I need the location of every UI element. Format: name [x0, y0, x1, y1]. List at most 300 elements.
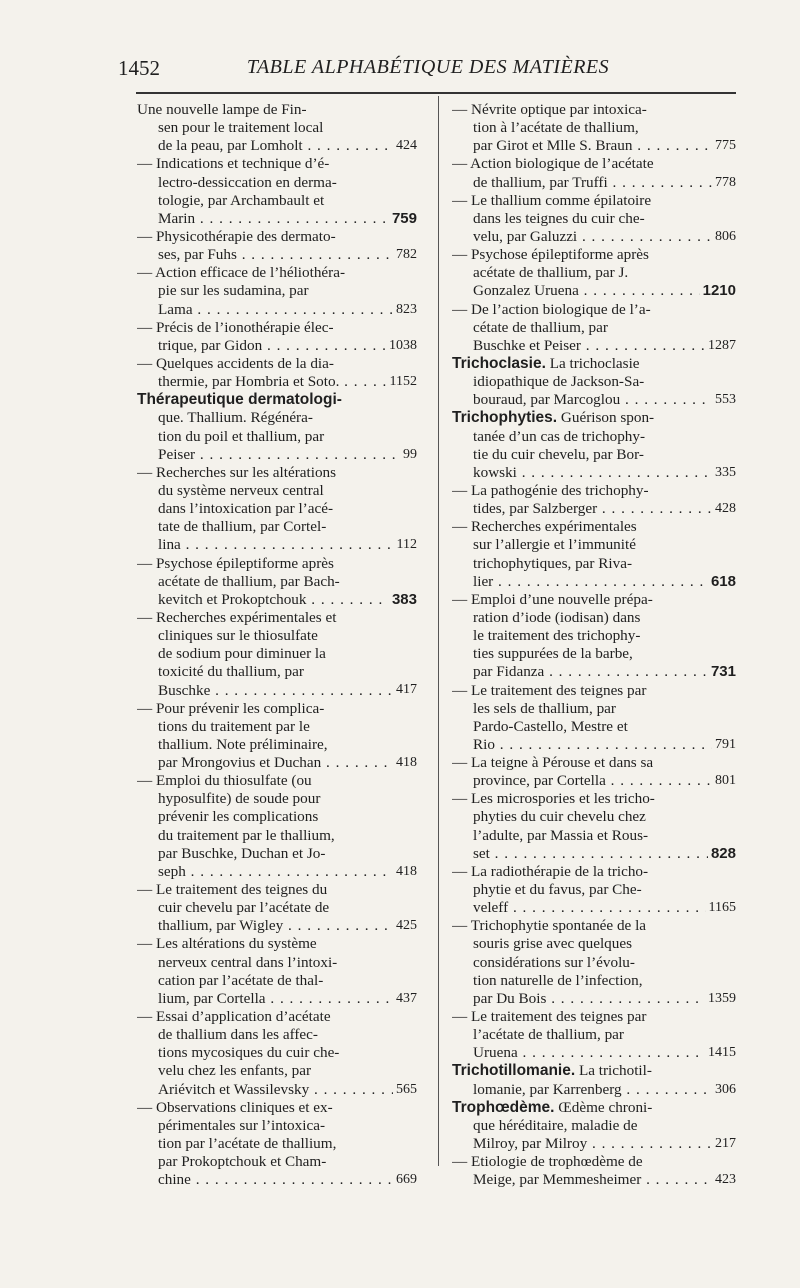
entry-line	[137, 663, 417, 681]
entry-line	[137, 1153, 417, 1171]
entry-line	[452, 210, 736, 228]
entry-line	[452, 518, 736, 536]
entry-line	[452, 682, 736, 700]
index-entry	[137, 101, 417, 155]
entry-text: idiopathique de Jackson-Sa-	[473, 373, 645, 391]
index-entry	[452, 917, 736, 1008]
entry-line	[137, 1044, 417, 1062]
page-reference: 418	[393, 863, 417, 881]
entry-line	[452, 355, 736, 373]
entry-line	[137, 700, 417, 718]
entry-line	[452, 1153, 736, 1171]
entry-text: tate de thallium, par Cortel-	[158, 518, 327, 536]
entry-text: velu chez les enfants, par	[158, 1062, 312, 1080]
page-reference: 565	[393, 1081, 417, 1099]
entry-text: sen pour le traitement local	[158, 119, 324, 137]
index-entry	[137, 264, 417, 318]
index-entry	[452, 863, 736, 917]
page-reference: 424	[393, 137, 417, 155]
entry-text: — Physicothérapie des dermato-	[137, 227, 336, 245]
entry-line	[452, 627, 736, 645]
page-number: 1452	[118, 56, 160, 80]
entry-heading-line: Thérapeutique dermatologi-	[137, 391, 342, 409]
entry-text: chine . . .	[158, 1171, 417, 1188]
entry-text: set . . .	[473, 845, 736, 862]
entry-line	[137, 1135, 417, 1153]
entry-text: Buschke et Peiser . . .	[473, 337, 736, 354]
entry-line	[452, 663, 736, 681]
entry-line	[137, 373, 417, 391]
entry-line	[137, 772, 417, 790]
entry-line	[137, 210, 417, 228]
entry-heading-line: Trichophyties. Guérison spon-	[452, 409, 655, 427]
entry-text: velu, par Galuzzi . . .	[473, 228, 736, 245]
entry-text: nerveux central dans l’intoxi-	[158, 953, 338, 971]
entry-line	[137, 101, 417, 119]
entry-text: — Névrite optique par intoxica-	[452, 101, 647, 118]
entry-text: lium, par Cortella . . .	[158, 990, 417, 1007]
index-entry	[452, 1099, 736, 1153]
entry-text: Meige, par Memmesheimer . . .	[473, 1171, 736, 1188]
entry-line	[452, 119, 736, 137]
page-reference: 1359	[705, 990, 736, 1008]
entry-line	[452, 881, 736, 899]
page-reference: 806	[712, 228, 736, 246]
entry-line	[137, 591, 417, 609]
entry-line	[137, 409, 417, 427]
entry-line	[452, 301, 736, 319]
entry-text: lina . . .	[158, 536, 417, 553]
page-reference: 425	[393, 917, 417, 935]
entry-text: — Les microspories et les tricho-	[452, 790, 655, 808]
entry-line	[137, 155, 417, 173]
entry-line	[452, 446, 736, 464]
entry-text: de sodium pour diminuer la	[158, 645, 326, 663]
page-reference: 437	[393, 990, 417, 1008]
index-entry	[452, 790, 736, 863]
index-entry	[137, 155, 417, 228]
page-reference: 418	[393, 754, 417, 772]
entry-text: hyposulfite) de soude pour	[158, 790, 321, 808]
entry-line	[452, 1171, 736, 1189]
entry-text: par Fidanza . . .	[473, 663, 736, 680]
entry-line	[452, 827, 736, 845]
index-entry	[137, 609, 417, 700]
entry-line	[137, 990, 417, 1008]
index-entry	[452, 1008, 736, 1062]
entry-text: bouraud, par Marcoglou . . .	[473, 391, 736, 408]
page-reference: 335	[712, 464, 736, 482]
entry-line	[452, 337, 736, 355]
index-entry	[452, 246, 736, 300]
entry-text: par Girot et Mlle S. Braun . . .	[473, 137, 736, 154]
index-entry	[137, 391, 417, 464]
entry-line	[137, 319, 417, 337]
page-reference: 775	[712, 137, 736, 155]
entry-line	[452, 192, 736, 210]
entry-line	[137, 1081, 417, 1099]
entry-line	[452, 972, 736, 990]
entry-text: — Psychose épileptiforme après	[452, 246, 649, 264]
entry-text: Lama . . .	[158, 301, 417, 318]
entry-text: Ariévitch et Wassilevsky . . .	[158, 1081, 417, 1098]
entry-text: Milroy, par Milroy . . .	[473, 1135, 736, 1152]
entry-text: tides, par Salzberger . . .	[473, 500, 736, 517]
entry-text: Gonzalez Uruena . . .	[473, 282, 736, 299]
entry-heading-line: Trophœdème. Œdème chroni-	[452, 1098, 653, 1116]
entry-line	[452, 428, 736, 446]
entry-text: dans l’intoxication par l’acé-	[158, 500, 334, 518]
entry-text: cliniques sur le thiosulfate	[158, 627, 318, 645]
entry-line	[137, 446, 417, 464]
entry-text: — Pour prévenir les complica-	[137, 699, 325, 717]
index-entry	[452, 754, 736, 790]
entry-text: thermie, par Hombria et Soto. . . .	[158, 373, 417, 390]
entry-text: — Trichophytie spontanée de la	[452, 917, 647, 935]
entry-text: kowski . . .	[473, 464, 736, 481]
entry-line	[452, 1044, 736, 1062]
index-entry	[452, 101, 736, 155]
entry-line	[137, 1099, 417, 1117]
entry-text: — De l’action biologique de l’a-	[452, 300, 651, 318]
page-reference: 428	[712, 500, 736, 518]
entry-text: acétate de thallium, par J.	[473, 264, 629, 282]
entry-line	[452, 464, 736, 482]
index-entry	[452, 301, 736, 355]
entry-line	[137, 355, 417, 373]
entry-line	[452, 319, 736, 337]
entry-text: du système nerveux central	[158, 481, 324, 499]
entry-text: province, par Cortella . . .	[473, 772, 736, 789]
entry-line	[452, 174, 736, 192]
entry-text: lectro-dessiccation en derma-	[158, 173, 337, 191]
entry-text: par Mrongovius et Duchan . . .	[158, 754, 417, 771]
entry-text: — Etiologie de trophœdème de	[452, 1153, 643, 1171]
index-entry	[137, 319, 417, 355]
index-entry	[452, 482, 736, 518]
entry-text: tions mycosiques du cuir che-	[158, 1044, 340, 1062]
entry-text: — Recherches sur les altérations	[137, 463, 337, 481]
entry-line	[452, 1135, 736, 1153]
entry-line	[137, 917, 417, 935]
entry-text: Marin . . .	[158, 210, 417, 227]
header-rule	[136, 92, 736, 94]
entry-text: — Action efficace de l’héliothéra-	[137, 264, 346, 282]
index-entry	[452, 591, 736, 682]
entry-line	[452, 482, 736, 500]
entry-text: l’adulte, par Massia et Rous-	[473, 826, 649, 844]
page-reference: 1287	[705, 337, 736, 355]
entry-line	[452, 609, 736, 627]
entry-text: — Le thallium comme épilatoire	[452, 191, 652, 209]
index-entry	[137, 700, 417, 773]
entry-line	[452, 863, 736, 881]
entry-line	[137, 790, 417, 808]
entry-line	[452, 264, 736, 282]
entry-text: que. Thallium. Régénéra-	[158, 409, 313, 427]
entry-text: kevitch et Prokoptchouk . . .	[158, 591, 417, 608]
entry-text: — La radiothérapie de la tricho-	[452, 862, 649, 880]
entry-text: tion à l’acétate de thallium,	[473, 119, 639, 137]
left-column	[137, 101, 417, 1189]
entry-text: Peiser . . .	[158, 446, 417, 463]
entry-line	[452, 155, 736, 173]
entry-text: lier . . .	[473, 573, 736, 590]
index-entry	[137, 772, 417, 881]
entry-line	[452, 137, 736, 155]
entry-text: tie du cuir chevelu, par Bor-	[473, 445, 644, 463]
page-reference: 553	[712, 391, 736, 409]
page-reference: 383	[389, 591, 417, 609]
entry-line	[137, 428, 417, 446]
entry-line	[452, 1062, 736, 1080]
index-entry	[452, 1062, 736, 1098]
entry-line	[137, 609, 417, 627]
page-reference: 669	[393, 1171, 417, 1189]
entry-line	[137, 899, 417, 917]
entry-text: Buschke . . .	[158, 682, 417, 699]
entry-line	[452, 790, 736, 808]
page-reference: 99	[400, 446, 417, 464]
entry-text: toxicité du thallium, par	[158, 663, 304, 681]
entry-heading-line: Trichoclasie. La trichoclasie	[452, 354, 640, 372]
entry-text: pie sur les sudamina, par	[158, 282, 309, 300]
page-reference: 801	[712, 772, 736, 790]
entry-line	[452, 935, 736, 953]
entry-line	[137, 954, 417, 972]
entry-text: — Recherches expérimentales et	[137, 608, 337, 626]
entry-line	[452, 500, 736, 518]
index-entry	[137, 881, 417, 935]
page-reference: 1038	[386, 337, 417, 355]
entry-line	[137, 174, 417, 192]
index-entry	[137, 935, 417, 1008]
entry-line	[452, 1008, 736, 1026]
index-entry	[137, 1008, 417, 1099]
entry-text: considérations sur l’évolu-	[473, 953, 635, 971]
entry-text: prévenir les complications	[158, 808, 319, 826]
entry-text: périmentales sur l’intoxica-	[158, 1116, 326, 1134]
entry-line	[137, 1062, 417, 1080]
page-reference: 759	[389, 210, 417, 228]
entry-line	[137, 627, 417, 645]
entry-line	[137, 1171, 417, 1189]
entry-line	[452, 409, 736, 427]
entry-line	[137, 827, 417, 845]
page-reference: 618	[708, 573, 736, 591]
entry-line	[452, 990, 736, 1008]
entry-text: trique, par Gidon . . .	[158, 337, 417, 354]
page-reference: 828	[708, 845, 736, 863]
entry-line	[137, 718, 417, 736]
entry-text: Une nouvelle lampe de Fin-	[137, 101, 307, 118]
entry-heading-line: Trichotillomanie. La trichotil-	[452, 1062, 652, 1080]
page-reference: 1415	[705, 1044, 736, 1062]
entry-text: par Du Bois . . .	[473, 990, 736, 1007]
page-reference: 731	[708, 663, 736, 681]
entry-line	[452, 1099, 736, 1117]
entry-line	[137, 736, 417, 754]
entry-text: — Action biologique de l’acétate	[452, 155, 654, 173]
entry-text: tion par l’acétate de thallium,	[158, 1135, 337, 1153]
entry-line	[137, 754, 417, 772]
entry-line	[137, 518, 417, 536]
entry-line	[137, 845, 417, 863]
entry-text: veleff . . .	[473, 899, 736, 916]
entry-text: — La teigne à Pérouse et dans sa	[452, 754, 654, 772]
entry-line	[137, 282, 417, 300]
entry-text: — Psychose épileptiforme après	[137, 554, 334, 572]
entry-line	[137, 119, 417, 137]
entry-text: — Essai d’application d’acétate	[137, 1008, 331, 1026]
right-column	[452, 101, 736, 1189]
entry-line	[137, 881, 417, 899]
entry-text: de la peau, par Lomholt . . .	[158, 137, 417, 154]
entry-line	[452, 899, 736, 917]
entry-line	[137, 301, 417, 319]
entry-line	[452, 754, 736, 772]
entry-text: — Indications et technique d’é-	[137, 155, 330, 173]
entry-line	[452, 954, 736, 972]
entry-line	[137, 536, 417, 554]
entry-line	[137, 228, 417, 246]
entry-line	[452, 373, 736, 391]
entry-line	[452, 101, 736, 119]
entry-text: dans les teignes du cuir che-	[473, 209, 645, 227]
entry-text: Rio . . .	[473, 736, 736, 753]
entry-text: ses, par Fuhs . . .	[158, 246, 417, 263]
page-reference: 778	[712, 174, 736, 192]
index-entry	[452, 355, 736, 409]
entry-line	[137, 464, 417, 482]
page-reference: 1152	[387, 373, 417, 391]
entry-text: tologie, par Archambault et	[158, 191, 325, 209]
entry-line	[137, 972, 417, 990]
entry-text: tion naturelle de l’infection,	[473, 971, 643, 989]
entry-text: — Précis de l’ionothérapie élec-	[137, 318, 334, 336]
entry-text: — Emploi du thiosulfate (ou	[137, 772, 312, 790]
entry-text: — Le traitement des teignes par	[452, 1008, 647, 1026]
column-divider	[438, 96, 439, 1166]
entry-line	[452, 772, 736, 790]
entry-text: souris grise avec quelques	[473, 935, 633, 953]
page-header	[118, 56, 738, 86]
entry-text: tions du traitement par le	[158, 717, 310, 735]
page-reference: 1165	[706, 899, 736, 917]
entry-line	[137, 645, 417, 663]
entry-line	[137, 246, 417, 264]
entry-text: lomanie, par Karrenberg . . .	[473, 1081, 736, 1098]
entry-text: — Le traitement des teignes par	[452, 681, 647, 699]
entry-text: trichophytiques, par Riva-	[473, 554, 633, 572]
index-entry	[137, 555, 417, 609]
entry-text: ration d’iode (iodisan) dans	[473, 608, 641, 626]
page-reference: 423	[712, 1171, 736, 1189]
entry-text: acétate de thallium, par Bach-	[158, 572, 340, 590]
entry-text: Uruena . . .	[473, 1044, 736, 1061]
entry-text: que héréditaire, maladie de	[473, 1116, 638, 1134]
entry-text: ties suppurées de la barbe,	[473, 645, 633, 663]
page-reference: 417	[393, 681, 417, 699]
entry-line	[452, 555, 736, 573]
entry-text: sur l’allergie et l’immunité	[473, 536, 636, 554]
entry-text: — Observations cliniques et ex-	[137, 1098, 333, 1116]
index-entry	[452, 1153, 736, 1189]
entry-line	[137, 573, 417, 591]
page-reference: 823	[393, 301, 417, 319]
entry-text: cuir chevelu par l’acétate de	[158, 899, 330, 917]
entry-text: l’acétate de thallium, par	[473, 1026, 624, 1044]
index-entry	[452, 155, 736, 191]
entry-line	[137, 808, 417, 826]
entry-line	[137, 1008, 417, 1026]
page-reference: 791	[712, 736, 736, 754]
entry-line	[452, 736, 736, 754]
entry-text: Pardo-Castello, Mestre et	[473, 717, 628, 735]
entry-text: — Les altérations du système	[137, 935, 317, 953]
page-reference: 1210	[700, 282, 736, 300]
entry-text: thallium. Note préliminaire,	[158, 735, 328, 753]
entry-text: le traitement des trichophy-	[473, 627, 641, 645]
entry-line	[452, 573, 736, 591]
page-reference: 217	[712, 1135, 736, 1153]
entry-line	[137, 863, 417, 881]
entry-line	[137, 935, 417, 953]
entry-line	[452, 246, 736, 264]
index-entry	[452, 682, 736, 755]
entry-line	[137, 555, 417, 573]
entry-text: — Le traitement des teignes du	[137, 881, 328, 899]
entry-text: cétate de thallium, par	[473, 318, 608, 336]
entry-line	[452, 228, 736, 246]
entry-line	[452, 1026, 736, 1044]
entry-text: — Quelques accidents de la dia-	[137, 354, 334, 372]
entry-line	[137, 482, 417, 500]
entry-line	[137, 391, 417, 409]
entry-line	[452, 1117, 736, 1135]
entry-text: — La pathogénie des trichophy-	[452, 481, 649, 499]
index-entry	[452, 409, 736, 482]
entry-text: de thallium, par Truffi . . .	[473, 174, 736, 191]
index-entry	[137, 1099, 417, 1190]
entry-line	[452, 645, 736, 663]
entry-line	[137, 1117, 417, 1135]
entry-text: par Buschke, Duchan et Jo-	[158, 844, 326, 862]
index-entry	[452, 518, 736, 591]
index-entry	[137, 464, 417, 555]
entry-line	[137, 337, 417, 355]
entry-text: seph . . .	[158, 863, 417, 880]
entry-text: par Prokoptchouk et Cham-	[158, 1153, 327, 1171]
entry-text: les sels de thallium, par	[473, 699, 616, 717]
entry-line	[137, 500, 417, 518]
entry-text: du traitement par le thallium,	[158, 826, 335, 844]
entry-text: phytie et du favus, par Che-	[473, 881, 642, 899]
entry-text: — Recherches expérimentales	[452, 518, 637, 536]
entry-line	[452, 808, 736, 826]
entry-text: thallium, par Wigley . . .	[158, 917, 417, 934]
entry-line	[452, 282, 736, 300]
page-reference: 112	[394, 536, 417, 554]
entry-line	[452, 845, 736, 863]
running-title: TABLE ALPHABÉTIQUE DES MATIÈRES	[246, 56, 610, 78]
entry-line	[137, 682, 417, 700]
entry-line	[452, 700, 736, 718]
entry-text: tanée d’un cas de trichophy-	[473, 427, 646, 445]
index-entry	[452, 192, 736, 246]
entry-line	[452, 718, 736, 736]
entry-text: tion du poil et thallium, par	[158, 427, 325, 445]
